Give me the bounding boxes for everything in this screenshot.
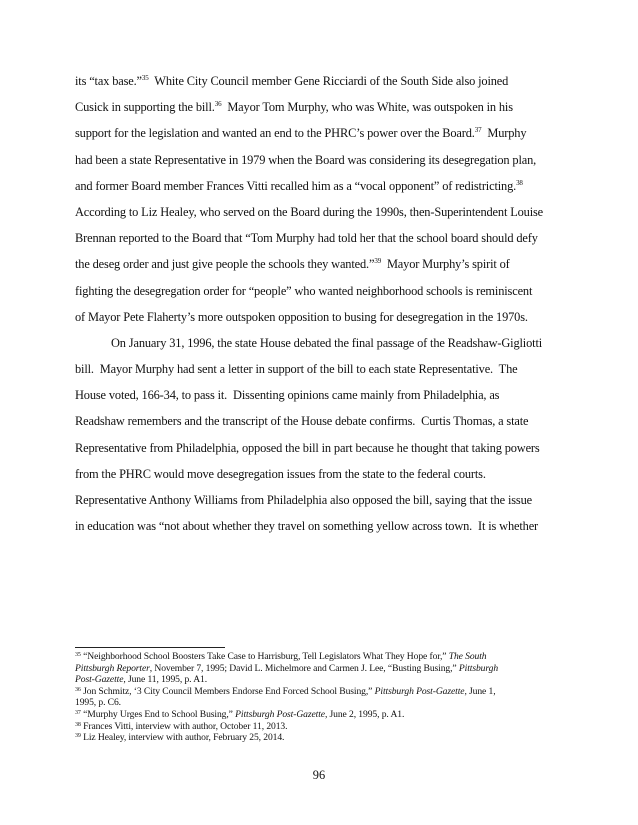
text-run: Cusick in supporting the bill. (75, 100, 215, 115)
footnote-ref: 38 (516, 178, 523, 187)
italic-text: Pittsburgh Post-Gazette (235, 708, 325, 720)
text-run: 1995, p. C6. (75, 697, 121, 709)
body-line (75, 435, 575, 461)
text-run: and former Board member Frances Vitti recalled him as a “vocal opponent” of redistricting. (75, 178, 517, 193)
body-line (75, 251, 575, 277)
text-run: , June 2, 1995, p. A1. (324, 708, 405, 720)
text-run: Frances Vitti, interview with author, October 11, 2013. (80, 720, 288, 732)
body-line (75, 461, 575, 487)
body-line (75, 68, 575, 94)
text-run: , November 7, 1995; David L. Michelmore and Carmen J. Lee, “Busting Busing,” (149, 662, 459, 674)
text-run: from the PHRC would move desegregation issues from the state to the federal courts. (75, 466, 486, 481)
text-run: its “tax base.” (75, 74, 142, 88)
footnote-ref: 36 (75, 686, 81, 693)
text-run: support for the legislation and wanted an end to the PHRC’s power over the Board. (75, 126, 475, 141)
italic-text: Pittsburgh Reporter (75, 662, 150, 674)
footnote-ref: 39 (374, 257, 382, 266)
body-text (75, 68, 575, 539)
text-run: Brennan reported to the Board that “Tom Murphy had told her that the school board should defy (75, 231, 538, 246)
footnote-ref: 37 (75, 709, 81, 716)
body-line (75, 356, 575, 382)
italic-text: The South (448, 651, 487, 662)
text-run: Representative from Philadelphia, opposed the bill in part because he thought that taking powers (75, 440, 540, 455)
body-line (75, 382, 575, 408)
footnote-line (75, 732, 575, 744)
footnote-separator (75, 647, 225, 648)
text-run: the deseg order and just give people the schools they wanted.” (75, 257, 375, 272)
footnote-line (75, 709, 575, 721)
footnote-ref: 38 (75, 721, 81, 728)
text-run: of Mayor Pete Flaherty’s more outspoken opposition to busing for desegregation in the 1970s. (75, 309, 528, 324)
text-run: According to Liz Healey, who served on the Board during the 1990s, then-Superintendent Louise (75, 204, 544, 219)
footnote-ref: 36 (214, 100, 222, 109)
text-run: Mayor Murphy’s spirit of (381, 257, 510, 272)
footnote-ref: 39 (75, 733, 81, 740)
text-run: On January 31, 1996, the state House debated the final passage of the Readshaw-Gigliotti (111, 335, 543, 350)
italic-text: Post-Gazette (75, 674, 124, 686)
italic-text: Pittsburgh (458, 662, 499, 674)
text-run: “Murphy Urges End to School Busing,” (80, 708, 236, 720)
text-run: in education was “not about whether they travel on something yellow across town. It is whether (75, 519, 539, 534)
footnote-line (75, 697, 575, 709)
text-run: Representative Anthony Williams from Philadelphia also opposed the bill, saying that the issue (75, 493, 532, 507)
body-line (75, 278, 575, 304)
page-number: 96 (312, 768, 326, 782)
body-line (75, 199, 575, 225)
text-run: fighting the desegregation order for “people” who wanted neighborhood schools is reminiscent (75, 283, 533, 298)
text-run: Jon Schmitz, ‘3 City Council Members Endorse End Forced School Busing,” (80, 685, 375, 697)
body-line (75, 173, 575, 199)
body-line (75, 304, 575, 330)
footnote-line (75, 651, 575, 663)
footnote-ref: 37 (474, 126, 482, 135)
text-run: House voted, 166-34, to pass it. Dissenting opinions came mainly from Philadelphia, as (75, 388, 500, 403)
footnote-ref: 35 (75, 652, 81, 658)
text-run: bill. Mayor Murphy had sent a letter in support of the bill to each state Representative. The (75, 362, 518, 377)
footnotes (75, 651, 575, 744)
text-run: Liz Healey, interview with author, February 25, 2014. (80, 732, 285, 744)
text-run: Readshaw remembers and the transcript of the House debate confirms. Curtis Thomas, a state (75, 414, 529, 429)
body-line (75, 330, 575, 356)
body-line (75, 147, 575, 173)
text-run: Murphy (481, 126, 527, 141)
body-line (75, 408, 575, 434)
text-run: “Neighborhood School Boosters Take Case to Harrisburg, Tell Legislators What They Hope for,” (80, 651, 449, 662)
footnote-ref: 35 (141, 74, 149, 82)
body-line (75, 487, 575, 513)
footnote-line (75, 686, 575, 698)
footnote-line (75, 663, 575, 675)
text-run: , June 1, (464, 685, 496, 697)
text-run: , June 11, 1995, p. A1. (123, 674, 208, 686)
body-line (75, 120, 575, 146)
footnote-line (75, 674, 575, 686)
footnote-line (75, 721, 575, 733)
text-run: White City Council member Gene Ricciardi of the South Side also joined (148, 74, 509, 88)
body-line (75, 94, 575, 120)
italic-text: Pittsburgh Post-Gazette (374, 685, 465, 697)
text-run: Mayor Tom Murphy, who was White, was outspoken in his (221, 100, 513, 115)
body-line (75, 513, 575, 539)
body-line (75, 225, 575, 251)
text-run: had been a state Representative in 1979 when the Board was considering its desegregation plan, (75, 152, 537, 167)
